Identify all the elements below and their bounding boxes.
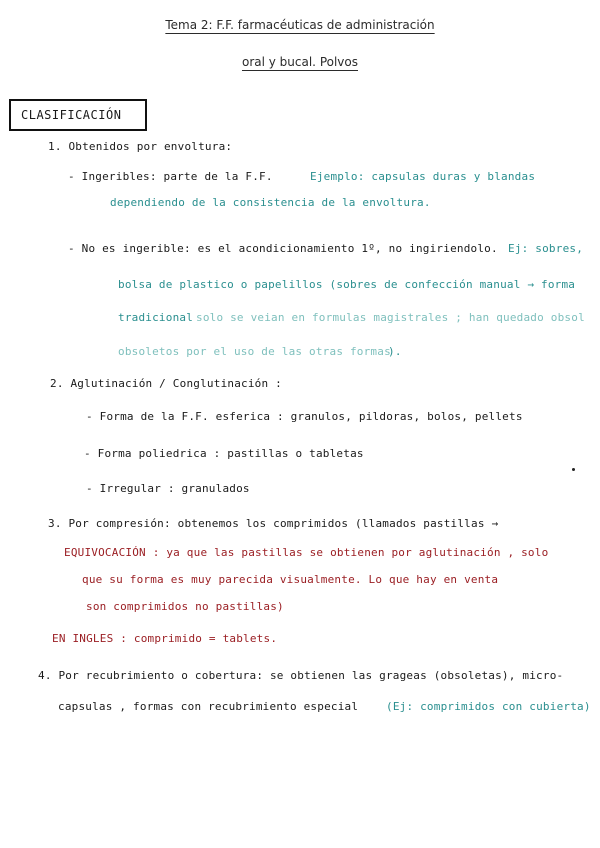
forma-esferica: - Forma de la F.F. esferica : granulos, pildoras, bolos, pellets — [86, 410, 523, 423]
no-ingerible-tradicional: tradicional — [118, 311, 194, 324]
section-heading-box: CLASIFICACIÓN — [9, 99, 147, 131]
ingeribles-example: Ejemplo: capsulas duras y blandas — [310, 170, 536, 183]
equivocacion-end: son comprimidos no pastillas) — [86, 600, 284, 613]
item-4-cont: capsulas , formas con recubrimiento especial — [58, 700, 359, 713]
forma-irregular: - Irregular : granulados — [86, 482, 250, 495]
no-ingerible-end: ). — [388, 345, 402, 358]
no-ingerible-note-cont: obsoletos por el uso de las otras formas — [118, 345, 391, 358]
ingeribles-example-cont: dependiendo de la consistencia de la envoltura. — [110, 196, 431, 209]
item-4-example: (Ej: comprimidos con cubierta) — [386, 700, 591, 713]
item-2-heading: 2. Aglutinación / Conglutinación : — [50, 377, 282, 390]
ink-dot — [572, 468, 575, 471]
page-title-line-1: Tema 2: F.F. farmacéuticas de administración — [165, 18, 435, 32]
item-4-heading: 4. Por recubrimiento o cobertura: se obtienen las grageas (obsoletas), micro- — [38, 669, 564, 682]
equivocacion-text: EQUIVOCACIÓN : ya que las pastillas se obtienen por aglutinación , solo — [64, 546, 549, 559]
en-ingles-note: EN INGLES : comprimido = tablets. — [52, 632, 278, 645]
forma-poliedrica: - Forma poliedrica : pastillas o tabletas — [84, 447, 364, 460]
item-1-heading: 1. Obtenidos por envoltura: — [48, 140, 233, 153]
no-ingerible-example-cont: bolsa de plastico o papelillos (sobres de confección manual → forma — [118, 278, 576, 291]
page-title-line-2: oral y bucal. Polvos — [241, 55, 358, 69]
item-3-heading: 3. Por compresión: obtenemos los comprimidos (llamados pastillas → — [48, 517, 499, 530]
no-ingerible-example: Ej: sobres, — [508, 242, 584, 255]
no-ingerible-note: solo se veian en formulas magistrales ; han quedado obsol — [196, 311, 585, 324]
ingeribles-text: - Ingeribles: parte de la F.F. — [68, 170, 273, 183]
equivocacion-cont: que su forma es muy parecida visualmente. Lo que hay en venta — [82, 573, 499, 586]
no-ingerible-text: - No es ingerible: es el acondicionamiento 1º, no ingiriendolo. — [68, 242, 498, 255]
